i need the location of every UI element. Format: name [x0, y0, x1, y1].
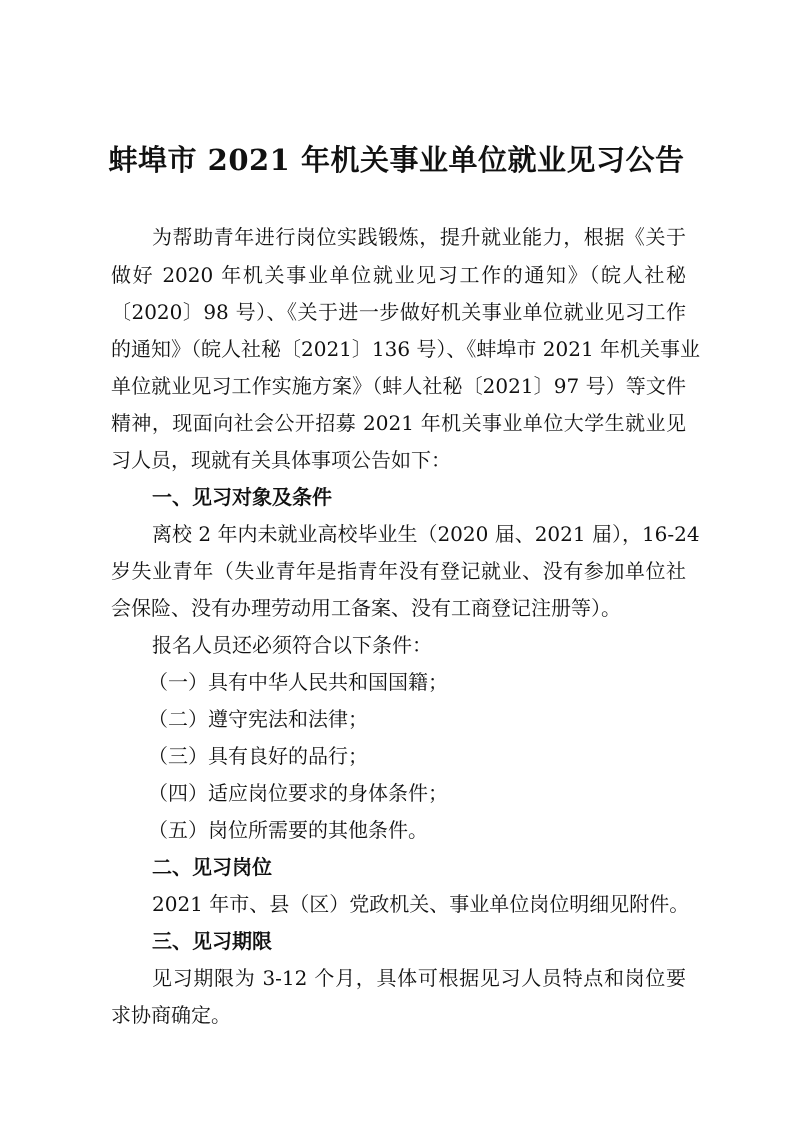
- intro-line: 习人员，现就有关具体事项公告如下：: [111, 448, 451, 472]
- intro-line: 为帮助青年进行岗位实践锻炼，提升就业能力，根据《关于: [152, 225, 686, 249]
- section1-para-line: 岁失业青年（失业青年是指青年没有登记就业、没有参加单位社: [111, 559, 686, 583]
- section-heading-2: 二、见习岗位: [152, 855, 272, 879]
- intro-line: 单位就业见习工作实施方案》（蚌人社秘〔2021〕97 号）等文件: [111, 374, 686, 398]
- condition-item: （五）岗位所需要的其他条件。: [148, 818, 428, 842]
- section-heading-3: 三、见习期限: [152, 929, 272, 953]
- condition-item: （一）具有中华人民共和国国籍；: [148, 670, 448, 694]
- condition-item: （三）具有良好的品行；: [148, 744, 368, 768]
- condition-item: （二）遵守宪法和法律；: [148, 707, 368, 731]
- page-title: 蚌埠市 2021 年机关事业单位就业见习公告: [108, 143, 685, 177]
- intro-line: 做好 2020 年机关事业单位就业见习工作的通知》（皖人社秘: [111, 263, 686, 287]
- section1-para-line: 会保险、没有办理劳动用工备案、没有工商登记注册等）。: [111, 596, 621, 620]
- condition-item: （四）适应岗位要求的身体条件；: [148, 781, 448, 805]
- section1-para-line: 离校 2 年内未就业高校毕业生（2020 届、2021 届），16-24: [152, 522, 700, 546]
- intro-line: 的通知》（皖人社秘〔2021〕136 号）、《蚌埠市 2021 年机关事业: [111, 337, 701, 361]
- intro-line: 精神，现面向社会公开招募 2021 年机关事业单位大学生就业见: [111, 411, 686, 435]
- section3-para-line: 求协商确定。: [111, 1003, 231, 1027]
- conditions-intro: 报名人员还必须符合以下条件：: [152, 633, 432, 657]
- section2-para: 2021 年市、县（区）党政机关、事业单位岗位明细见附件。: [152, 892, 690, 916]
- intro-line: 〔2020〕98 号）、《关于进一步做好机关事业单位就业见习工作: [111, 300, 686, 324]
- section-heading-1: 一、见习对象及条件: [152, 485, 332, 509]
- section3-para-line: 见习期限为 3-12 个月，具体可根据见习人员特点和岗位要: [152, 966, 686, 990]
